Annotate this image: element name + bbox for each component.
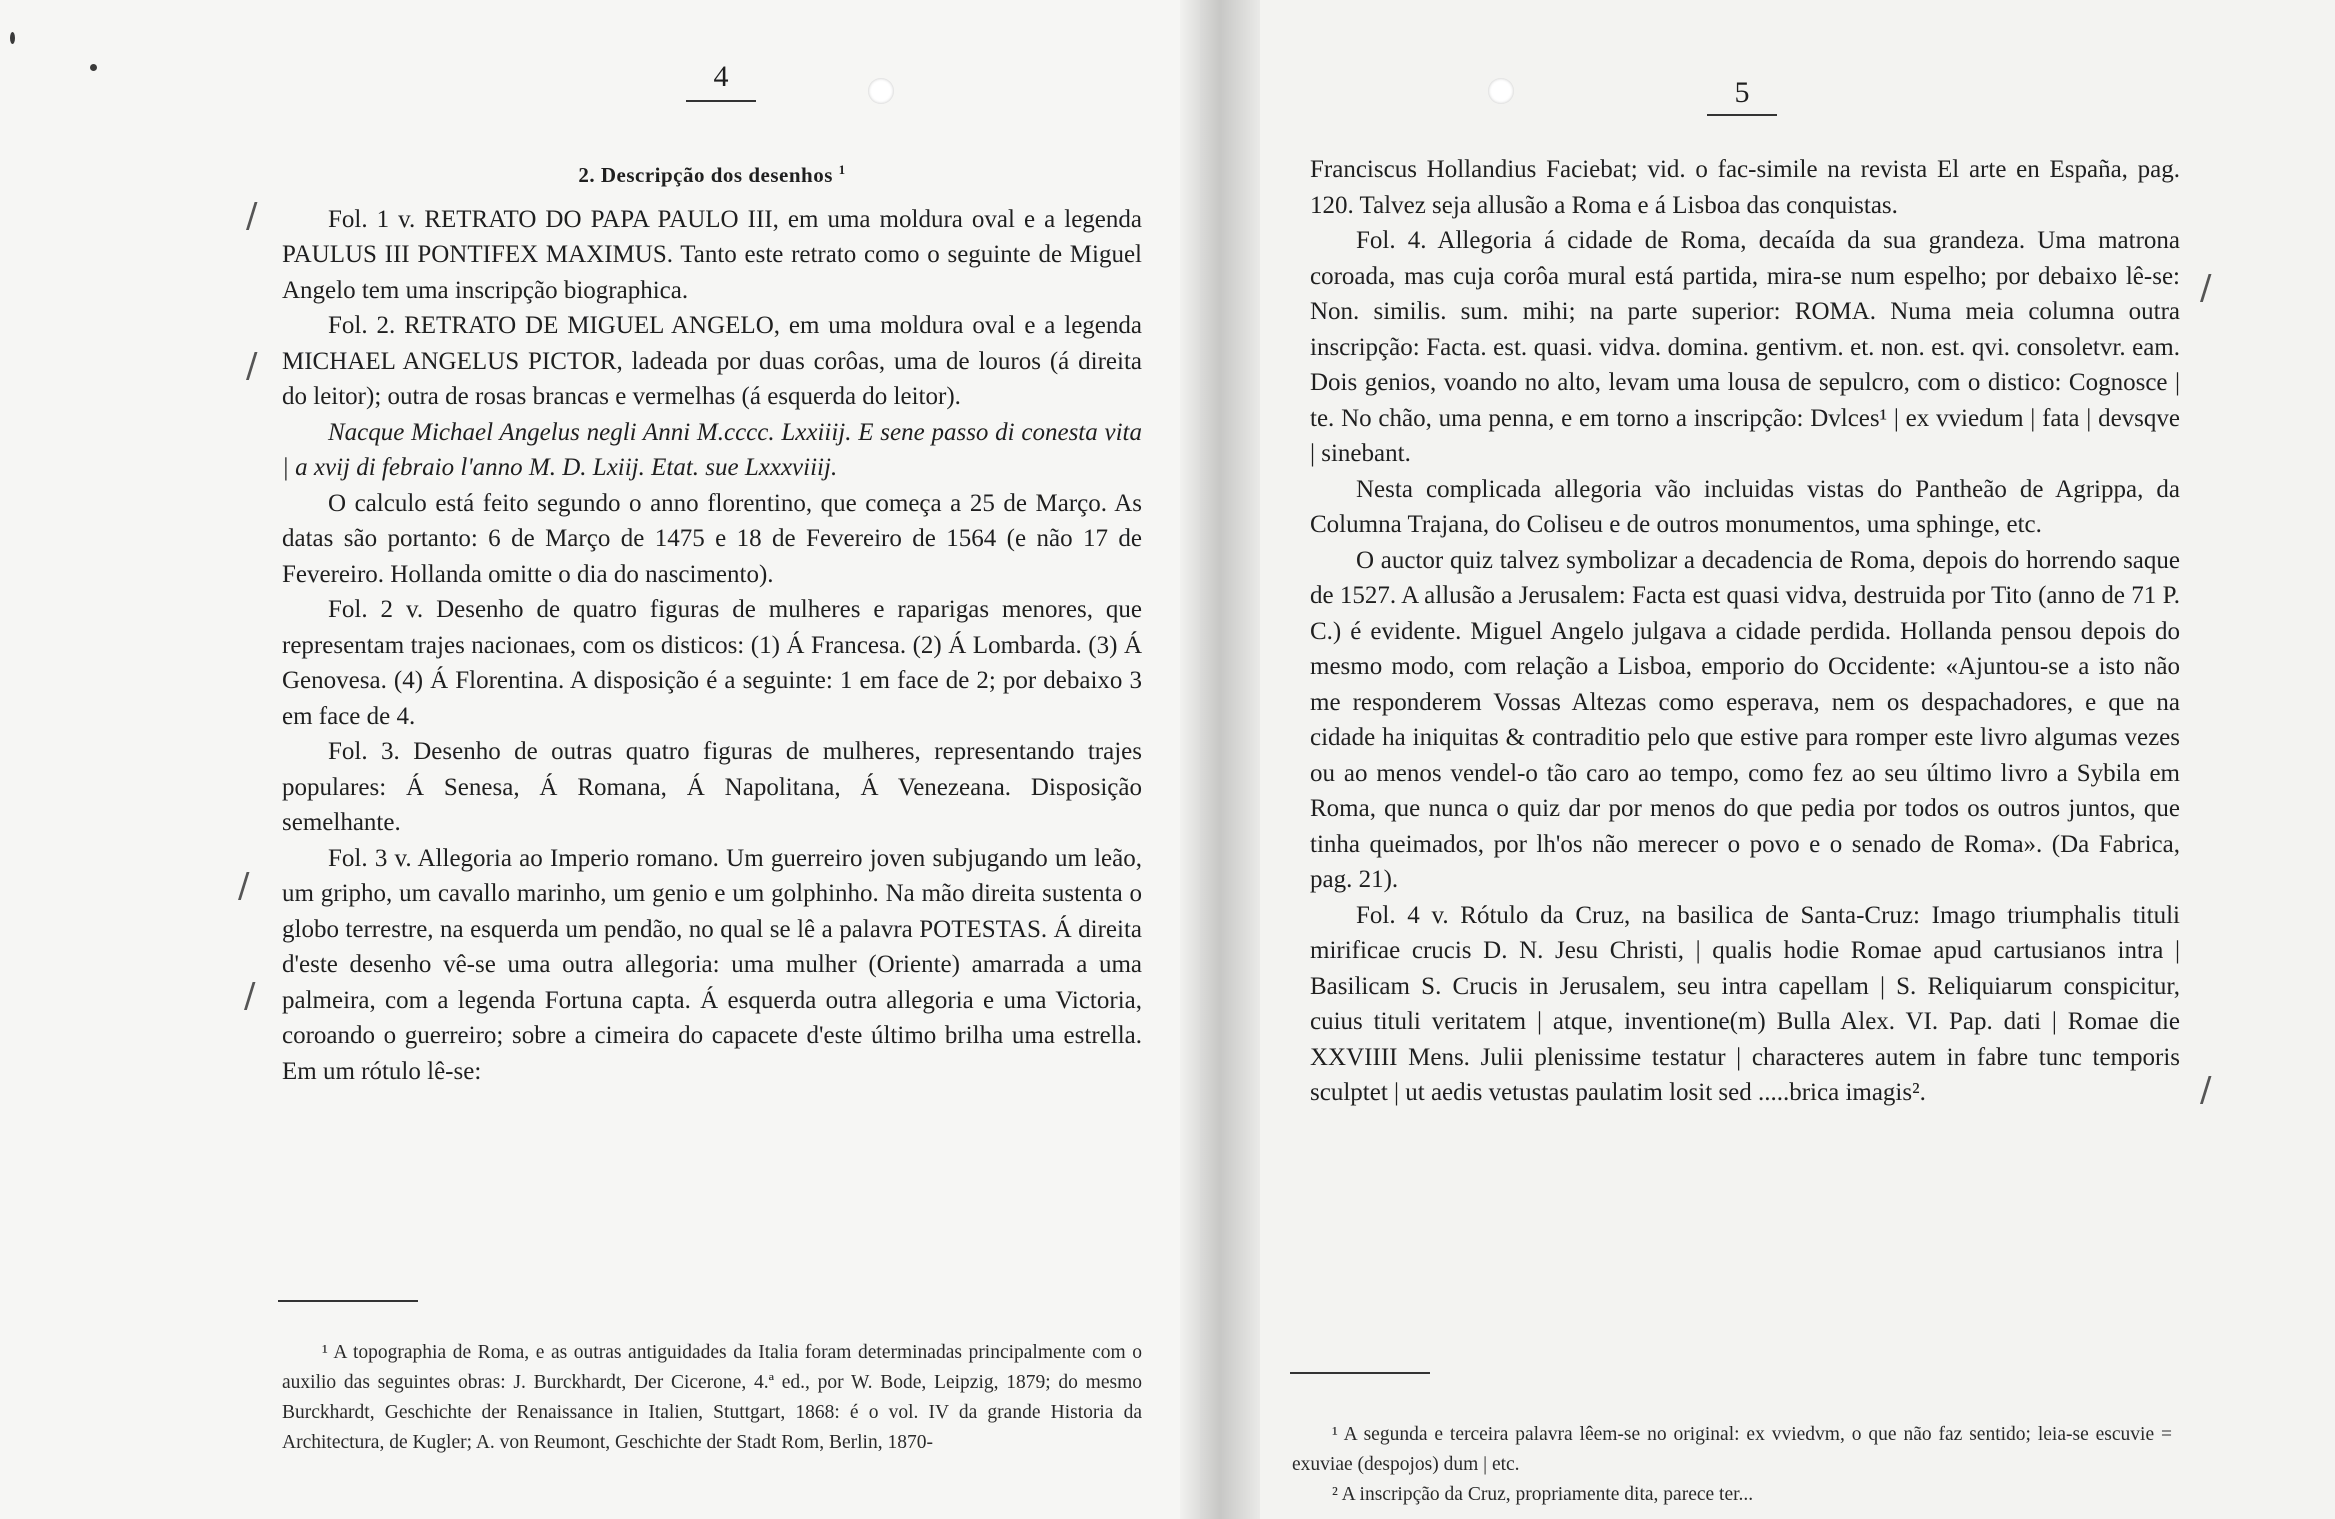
- paragraph: Fol. 4 v. Rótulo da Cruz, na basilica de Santa-Cruz: Imago triumphalis tituli mirificae crucis D. N. Jesu Christi, | qualis hodie Romae apud cartusianos intra | Basilicam S. Crucis in Jerusalem, seu intra capellam | S. Reliquiarum conspicitur, cuius tituli veritatem | atque, inventione(m) Bulla Alex. VI. Pap. dati | Romae die XXVIIII Mens. Julii plenissime testatur | characteres autem in fabre tunc temporis sculptet | ut aedis vetustas paulatim losit sed .....brica imagis².: [1310, 901, 2180, 1106]
- ink-speck: [10, 32, 15, 44]
- page-number-rule: [686, 100, 756, 102]
- footnote-rule: [1290, 1372, 1430, 1374]
- book-gutter: [1180, 0, 1260, 1519]
- paragraph: Fol. 1 v. RETRATO DO PAPA PAULO III, em uma moldura oval e a legenda PAULUS III PONTIFEX MAXIMUS. Tanto este retrato como o seguinte de Miguel Angelo tem uma inscripção biographica.: [282, 205, 1142, 304]
- paragraph: Fol. 2 v. Desenho de quatro figuras de mulheres e raparigas menores, que representam trajes nacionaes, com os disticos: (1) Á Francesa. (2) Á Lombarda. (3) Á Genovesa. (4) Á Florentina. A disposição é a seguinte: 1 em face de 2; por debaixo 3 em face de 4.: [282, 596, 1142, 730]
- punch-hole: [1488, 78, 1514, 104]
- left-footnote: ¹ A topographia de Roma, e as outras antiguidades da Italia foram determinadas principalmente com o auxilio das seguintes obras: J. Burckhardt, Der Cicerone, 4.ª ed., por W. Bode, Leipzig, 1879; do mesmo Burckhardt, Geschichte der Renaissance in Italien, Stuttgart, 1868: é o vol. IV da grande Historia da Architectura, de Kugler; A. von Reumont, Geschichte der Stadt Rom, Berlin, 1870-: [282, 1342, 1142, 1453]
- margin-check-mark: /: [244, 976, 256, 1016]
- paragraph: Fol. 3. Desenho de outras quatro figuras de mulheres, representando trajes populares: Á Senesa, Á Romana, Á Napolitana, Á Venezeana. Disposição semelhante.: [282, 738, 1142, 836]
- paragraph: Fol. 4. Allegoria á cidade de Roma, decaída da sua grandeza. Uma matrona coroada, mas cuja corôa mural está partida, mira-se num espelho; por debaixo lê-se: Non. similis. sum. mihi; na parte superior: ROMA. Numa meia columna outra inscripção: Facta. est. quasi. vidva. domina. gentivm. et. non. est. qvi. consoletvr. eam. Dois genios, voando no alto, levam uma lousa de sepulcro, com o distico: Cognosce | te. No chão, uma penna, e em torno a inscripção: Dvlces¹ | ex vviedum | fata | devsqve | sinebant.: [1310, 227, 2180, 467]
- margin-check-mark: /: [246, 346, 258, 386]
- ink-speck: [90, 64, 97, 71]
- margin-check-mark: /: [2200, 268, 2212, 308]
- punch-hole: [868, 78, 894, 104]
- paragraph: O auctor quiz talvez symbolizar a decadencia de Roma, depois do horrendo saque de 1527. A allusão a Jerusalem: Facta est quasi vidva, destruida por Tito (anno de 71 P. C.) é evidente. Miguel Angelo julgava a cidade perdida. Hollanda pensou depois do mesmo modo, com relação a Lisboa, emporio do Occidente: «Ajuntou-se a isto não me responderem Vossas Altezas como esperava, nem os despachadores, e que na cidade ha iniquitas & contraditio pelo que estive para romper este livro algumas vezes ou ao menos vendel-o tão caro ao tempo, como fez ao seu último livro a Sybila em Roma, que nunca o quiz dar por menos do que pedia por todos os outros juntos, que tinha queimados, por lh'os não merecer o povo e o senado de Roma». (Da Fabrica, pag. 21).: [1310, 546, 2180, 893]
- right-footnotes: ¹ A segunda e terceira palavra lêem-se no original: ex vviedvm, o que não faz sentido; leia-se escuvie = exuviae (despojos) dum | etc. ² A inscripção da Cruz, propriamente dita, parece ter...: [1292, 1424, 2172, 1505]
- margin-check-mark: /: [238, 866, 250, 906]
- page-number: 4: [713, 60, 729, 93]
- left-page-body: [282, 152, 1142, 1089]
- page-number-rule: [1707, 114, 1777, 116]
- right-page: [1200, 0, 2335, 1519]
- paragraph: Franciscus Hollandius Faciebat; vid. o fac-simile na revista El arte en España, pag. 120. Talvez seja allusão a Roma e á Lisboa das conquistas.: [1310, 156, 2180, 219]
- margin-check-mark: /: [246, 196, 258, 236]
- inscription-paragraph: Nacque Michael Angelus negli Anni M.cccc. Lxxiiij. E sene passo di conesta vita | a xvij di febraio l'anno M. D. Lxiij. Etat. sue Lxxxviiij.: [282, 418, 1142, 481]
- right-page-body: [1310, 152, 2180, 1111]
- paragraph: Nesta complicada allegoria vão incluidas vistas do Pantheão de Agrippa, da Columna Trajana, do Coliseu e de outros monumentos, uma sphinge, etc.: [1310, 475, 2180, 538]
- footnote-rule: [278, 1300, 418, 1302]
- section-title: 2. Descripção dos desenhos $^1$: [578, 162, 846, 187]
- paragraph: Fol. 2. RETRATO DE MIGUEL ANGELO, em uma moldura oval e a legenda MICHAEL ANGELUS PICTOR, ladeada por duas corôas, uma de louros (á direita do leitor); outra de rosas brancas e vermelhas (á esquerda do leitor).: [282, 312, 1142, 410]
- paragraph: Fol. 3 v. Allegoria ao Imperio romano. Um guerreiro joven subjugando um leão, um gripho, um cavallo marinho, um genio e um golphinho. Na mão direita sustenta o globo terrestre, na esquerda um pendão, no qual se lê a palavra POTESTAS. Á direita d'este desenho vê-se uma outra allegoria: uma mulher (Oriente) amarrada a uma palmeira, com a legenda Fortuna capta. Á esquerda outra allegoria e uma Victoria, coroando o guerreiro; sobre a cimeira do capacete d'este último brilha uma estrella. Em um rótulo lê-se:: [282, 844, 1142, 1085]
- paragraph: O calculo está feito segundo o anno florentino, que começa a 25 de Março. As datas são portanto: 6 de Março de 1475 e 18 de Fevereiro de 1564 (e não 17 de Fevereiro. Hollanda omitte o dia do nascimento).: [282, 489, 1142, 588]
- margin-check-mark: /: [2200, 1070, 2212, 1110]
- page-number: 5: [1734, 76, 1750, 109]
